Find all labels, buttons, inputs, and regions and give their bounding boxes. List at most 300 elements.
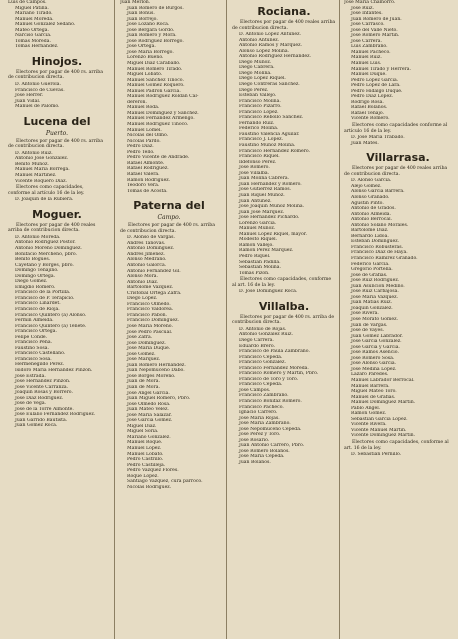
elector-name: Manuel Sanchez Tinoco. [127,77,184,83]
elector-name: Juan de Mora. [127,385,160,390]
elector-name: José Maria Duque. [127,346,171,352]
elector-name: Cristóbal Ortega Zafra. [127,290,182,296]
elector-name: Francisco Ortega. [15,329,57,335]
elector-name: Juan Antunez. [239,198,272,204]
elector-name: José Ramos Asencio. [351,350,399,356]
elector-name: José Perez y Toro. [239,432,281,438]
elector-category: Electores por pagar de 400 reales arriba de contribucion directa. [232,20,336,31]
elector-name: D. Antonio Moreda. [15,234,61,240]
elector-name: Diego Cabrera. [239,65,275,71]
elector-name: Hermenegildo Perez. [15,362,65,368]
elector-name: Faustino Valencia Aguilar. [239,131,300,137]
elector-name: Lorenzo Garcia. [239,220,277,226]
elector-name: Francisco Bonifaz Romero. [239,399,302,404]
town-subheading: Campo. [157,214,181,222]
elector-name: Juan Matias Ruiz. [351,300,393,306]
elector-name: Rafael Almonte. [127,160,165,166]
elector-name: Isidoro Maria Hernandez Pinzon. [15,367,93,373]
elector-name: Ramon Perez Marquez. [239,248,294,254]
elector-name: José Zafra. [127,335,153,341]
elector-name: Francisco Sosa. [15,356,52,362]
elector-name: Tomas Hernandez. [15,44,59,50]
elector-name: Manuel de Palomo. [15,104,60,110]
elector-name: José Maria Cepeda. [239,454,285,460]
elector-name: José Nepomuceno Cepeda. [239,426,302,432]
elector-name: Juan de Vargas. [351,322,388,328]
elector-name: Manuel Gonzalez Sedaño. [15,22,76,28]
elector-name: Francisco Molina. [239,98,281,104]
elector-name: Vicente Roquero Diaz. [15,178,68,184]
elector-name: Faustino Sosa. [15,345,49,351]
elector-name: Juan Romero Hernandez. [127,362,186,368]
elector-name: Pedro Vicente de Andrade. [127,155,190,161]
elector-name: José Angel Garcia. [127,390,170,396]
elector-name: Rafael Rodriguez. [127,166,169,172]
elector-name: Diego Lopez. [127,296,158,302]
elector-name: Juan José Marquez. [239,209,285,215]
elector-name: Miguel Diaz. [127,423,157,429]
elector-name: D. Antonio de Rojas. [239,326,287,332]
elector-name: Diego Molina. [239,70,272,76]
elector-name: Benito Muñoz. [15,161,49,167]
elector-name: Juan Borrejo. [127,16,158,22]
elector-name: Francisco Peña. [15,340,53,346]
elector-name: Vicente Manuel Martin. [351,427,407,433]
elector-name: José Gomez. [127,351,156,357]
elector-name: Francisco Robusteras. [351,244,404,250]
elector-name: D. Alonso de Vargas. [127,235,175,241]
elector-name: Francisco Pacheco. [239,404,284,410]
column-rule [339,0,340,639]
elector-name: José Ruiz Rodriguez. [351,278,400,284]
elector-name: Francisco Olmedo. [127,301,171,307]
elector-name: Tomas Moreda. [15,38,51,44]
elector-name: Pedro Diaz Lopez. [351,94,394,100]
elector-name: José Garcia Gomez. [127,418,173,424]
elector-name: Francisco Rebollo Sanchez. [239,115,304,121]
elector-name: Rodrigo Rosa. [351,99,384,105]
column-rule [114,0,115,639]
elector-name: Antonio Gonzalez Ruiz. [239,332,293,338]
elector-name: Vicente Romero. [351,116,390,122]
elector-name: José Villalba. [239,170,270,176]
elector-name: Juan Riquel Muñoz. [239,192,285,198]
elector-name: Francisco de Toro y Toro. [239,376,299,382]
elector-name: Federico Molina. [239,126,279,132]
elector-name: José de la Torre Almonte. [15,406,74,412]
elector-name: Sebastian Padilla. [239,259,281,265]
elector-name: José de Vega. [15,401,47,407]
elector-name: José Ruiz Carbajosa. [351,289,399,295]
column-1 [8,0,106,639]
elector-name: Francisco Quintero (a) Tenete. [15,323,87,329]
elector-name: José Joaquin Muñoz Molina. [239,204,305,210]
elector-name: Vicente Rivera. [351,422,387,428]
elector-name: Antonio Solano Morales. [351,222,409,228]
elector-category: Electores por pagar de 400 rs. arriba de contribucion directa. [232,314,335,326]
elector-name: Miguel Soria. [127,429,159,435]
elector-name: Pedro Vazquez Flores. [127,468,179,474]
elector-name: Juan de Mora. [127,379,160,385]
elector-name: José Carrasco. [351,22,385,28]
elector-name: Diego Lopez Riquel. [239,76,286,82]
elector-name: Roque Lopez. [127,473,159,479]
town-heading: Villarrasa. [366,151,430,165]
elector-name: D. Joaquin de la Rubiera. [15,197,74,203]
elector-name: Francisco Cepeda. [239,354,283,360]
elector-name: Francisco Quintero (a) Alonso. [15,312,87,318]
elector-name: Narciso Garcia. [15,33,52,39]
elector-name: Antonio Fernandez Gil. [127,268,181,274]
elector-name: José Maria Rojas. [239,415,280,421]
elector-name: Antonio Galorca. [127,262,167,268]
elector-name: Federico Garcia. [351,261,390,267]
elector-name: José Marquez. [127,357,161,363]
elector-name: dereron. [127,99,147,105]
elector-name: D. Sebastian Pernillo. [351,452,402,458]
elector-name: Ignacio Carrero. [239,410,278,416]
elector-name: Antonio Moreno Dominguez. [15,245,82,251]
elector-name: Francisco Linardet. [15,301,61,307]
elector-name: Miguel Patilla. [15,5,49,11]
elector-name: Juan Mateo Velez. [127,407,169,413]
elector-name: Juan Gomez Labrador. [351,333,403,339]
elector-name: Miguel Diaz Caraballo. [127,61,181,67]
elector-name: Manuel Roda. [127,105,160,111]
elector-name: Pedro Lopez Garcia. [351,77,399,83]
elector-name: Juan Antonio Carrero, Pbro. [239,443,305,449]
elector-category: Electores por pagar de 400 reales arriba de contribucion directa. [344,166,448,177]
elector-name: Antonio Dominguez. [127,246,175,252]
elector-name: José Hernandez Pinzon. [15,379,71,385]
elector-name: Fermin Almeida. [15,318,54,324]
elector-name: Manuel Lomel. [127,127,162,133]
elector-name: Antonio José Gonzalez. [15,156,69,162]
elector-name: Manuel Luis. [351,61,382,67]
elector-name: Juan Vidal. [15,98,41,104]
elector-name: Antonio Ramos y Marquez. [239,43,302,49]
elector-name: Manuel de Grafias. [351,394,396,400]
elector-name: Pedro Diaz. [127,144,154,150]
elector-name: Benito Bogues. [15,257,51,263]
elector-name: Faustino Muñoz Molina. [239,143,296,149]
elector-name: Francisco Gonzalez. [239,360,286,366]
elector-name: Diego Gomez. [15,279,48,285]
elector-name: Juan Hernandez y Romero. [239,181,302,187]
elector-name: Esteban Vallejo. [239,93,277,99]
elector-name: Domingo Tenajiño. [15,268,59,274]
elector-name: Nicolas del Olmo. [127,133,169,139]
elector-name: José Diaz Rodriguez. [15,395,64,401]
elector-name: Andres Jimenez. [127,251,165,257]
elector-name: Juan Mates. [351,140,379,146]
elector-name: Francisco Lopez. [239,109,279,115]
elector-category: Electores por pagar de 400 rs. arriba de contribucion directa. [8,69,103,81]
elector-name: José Carrera. [351,38,382,44]
elector-name: Joaquin Gonzalez. [351,305,393,311]
elector-name: Mateo Ortega. [15,27,49,33]
elector-name: Manuel Gomez Roquero. [127,83,185,89]
elector-name: Manuel Tirado y Herrera. [351,66,411,72]
elector-name: D. Antonio Guerola. [15,82,61,88]
town-heading: Paterna del [133,199,205,213]
elector-name: José Borges Moreno. [127,373,176,379]
column-3 [232,0,336,639]
elector-name: José de Grafias. [351,272,388,278]
elector-name: Manuel Lopez. [127,446,162,452]
elector-name: Alonso Medrano. [127,257,167,263]
elector-name: José Maria Vazquez. [351,294,399,300]
elector-name: Antonio de Grados. [351,206,396,212]
elector-name: Vicente Dominguez Martin. [351,433,416,439]
elector-name: Eduardo Brero. [239,343,275,349]
elector-name: Manuel Dominguez Martin. [351,400,416,406]
elector-name: Mariano Gonzalez. [127,434,171,440]
elector-name: Diego Perez. [239,87,269,93]
elector-name: Gregorio Portella. [351,267,393,273]
elector-name: Francisco Pabon. [127,312,168,318]
elector-name: Manuel Rodriguez Roldán Cal- [127,94,199,100]
elector-name: Francisco Cepeda. [239,382,283,388]
elector-name: Manuel Labrador Berrocal. [351,378,415,383]
elector-name: José Herrer. [15,93,44,99]
elector-name: Bonifacio Mercheno, pbro. [15,251,78,257]
elector-name: Luis de Campos. [8,0,47,5]
elector-name: Francisco de Paula Zambrano. [239,349,310,355]
elector-name: Alonso Mora. [127,274,158,280]
elector-name: José Hernandez Pichardo. [239,215,300,221]
elector-name: Manuel Lobato. [127,451,164,457]
elector-name: Luis Zambrano. [351,44,388,50]
elector-name: Santiago Vazquez, cura párroco. [127,479,203,485]
elector-name: Tomas de Acosta. [127,188,168,194]
elector-name: Sebastian Garcia Lopez. [351,416,408,422]
elector-name: Esteban Dominguez. [351,239,400,245]
elector-name: José Garcia Gonzalez. [351,339,402,345]
elector-name: Teodoro Vera. [127,183,160,189]
elector-name: José Gutierrez Ramos. [239,187,292,193]
elector-name: D. José Maria Trabado. [351,135,405,141]
elector-name: Francisco Hernandez Romero. [239,148,311,154]
elector-name: Manuel Roque. [127,440,163,446]
elector-name: José Romero. [239,165,270,171]
elector-name: Bartolomé Vazquez. [127,285,174,291]
elector-name: José Eulalio Fernandez Rodriguez. [15,412,96,418]
elector-name: José Ruiz. [351,5,374,11]
elector-name: Antonio Diaz. [127,279,159,285]
elector-name: D. Antonio Ruiz. [15,150,53,156]
elector-name: Manuel Moreda. [15,16,54,22]
elector-name: Juan Romero de Burgos. [127,5,184,11]
elector-name: José Rosario. [239,437,270,443]
elector-name: Francisco Dominguez. [127,318,180,324]
elector-name: Bartolomé Diaz. [351,228,389,234]
elector-name: José Bergara Gordo. [127,27,175,33]
town-heading: Rociana. [257,5,311,18]
elector-name: Manuel Rodriguez Tinoco. [127,122,189,128]
elector-name: Juan Garrido Bautista. [15,417,68,423]
elector-name: José Estrada. [15,373,46,379]
elector-name: José Lozano Roca. [127,22,170,28]
elector-name: Pedro Hidalgo Duque. [351,88,403,94]
elector-name: Miguel Lobato. [127,72,163,78]
elector-category: Electores por pagar de 400 reales arriba de contribucion directa. [8,222,96,234]
elector-name: José Rivera. [351,311,379,317]
elector-name: Francisco Diaz de Haya. [351,250,408,256]
elector-name: Diego Contreras Sanchez. [239,82,300,88]
elector-name: Pedro Castrillo. [127,457,164,463]
elector-name: Francisco Valdorea. [127,307,174,313]
elector-name: Rafael Bolaños. [351,105,388,111]
elector-name: Mariano Tirado. [15,11,53,17]
elector-name: Francisco Fernandez Moreda. [239,365,309,371]
elector-name: Manuel Fernandez Armengo. [127,116,195,122]
elector-name: Diego Carrera. [239,337,274,343]
elector-name: Felipe Conde. [15,334,48,340]
elector-name: Juan Miguel Romero, Pbro. [127,396,191,402]
elector-name: José Infantes. [351,11,383,17]
elector-category: Electores como capacidades, conforme al art. 16 de la ley. [344,440,449,451]
elector-name: Manuel Ruiz. [351,55,382,61]
elector-name: Tomas Pizon. [239,270,270,276]
elector-name: Pedro Castilleja. [127,462,166,468]
elector-name: José Maria Zambrano. [239,421,291,427]
elector-category: Electores por pagar de 400 rs. arriba de contribucion directa. [8,138,103,150]
elector-name: Antonio Antunez. [239,37,280,43]
town-heading: Villalba. [258,299,310,313]
elector-name: Juan Nepomuceno Dabo. [127,368,185,374]
elector-name: Sebastian Molina. [239,265,281,271]
elector-name: Antonio Almeida. [351,211,392,217]
elector-name: Diego Muñoz. [239,59,272,65]
elector-name: Francisco Zambrano. [239,393,289,399]
elector-name: Francisco Ramirez Granado. [351,255,418,261]
elector-name: Domingo Ortega. [15,273,56,279]
elector-name: D. José Dominguez Roca. [239,289,298,295]
elector-name: José Maria Moreno. [127,323,173,329]
elector-name: Manuel Duque. [351,72,387,78]
elector-name: Manuel Maria Borrega. [15,167,70,173]
elector-name: Manuel Dominguez y Sanchez. [127,110,199,116]
elector-name: Manuel Pacheco. [351,49,391,55]
elector-name: Pedro Tello. [127,149,155,155]
elector-name: Francisco Riquel. [239,154,280,160]
elector-name: Juan Romero de Juan. [351,16,402,22]
elector-name: Juan Gomez Roca. [15,423,58,429]
elector-name: José Olmedo Rosa. [127,401,171,407]
elector-name: José Dominguez. [127,340,166,346]
elector-name: Miguel Mateo Toro. [351,389,397,395]
elector-name: Manuel Barrera. [351,383,390,389]
elector-name: José Maria Borrego. [127,49,174,55]
elector-name: Ramon Gomez. [351,411,387,417]
elector-name: Francisco J. Lopez. [239,137,284,143]
town-subheading: Puerto. [45,129,69,137]
elector-name: José Maria Chamorro. [344,0,396,5]
elector-name: Juan Bolaños. [239,460,271,466]
elector-category: Electores como capacidades conforme al artículo 16 de la ley. [344,123,448,134]
town-heading: Hinojos. [31,54,83,68]
elector-name: Rafael Valera. [127,171,160,177]
elector-name: Fernando Ruiz. [239,120,275,126]
elector-name: Agustin Pinto. [351,200,384,206]
elector-name: Alonso Garcia Barrera. [351,189,405,195]
town-heading: Lucena del [23,114,91,128]
elector-name: José de Vayes. [351,328,385,334]
elector-name: Bernardo Lidoa. [351,233,389,239]
elector-name: José Romero Sosa. [351,355,395,361]
elector-name: Manuel Lopez Riquel, mayor. [239,231,307,237]
elector-name: José Romero Martin. [351,33,400,39]
elector-name: Cayetano y Borges, pbro. [15,262,74,268]
town-heading: Moguer. [32,207,82,221]
elector-name: Pedro Riquel. [239,253,271,259]
elector-name: José Garcia y Garcia. [351,344,400,350]
elector-name: José Medina Lopez. [351,366,397,372]
elector-name: Juan Bonus. [127,11,155,17]
elector-name: Lázaro Paredes. [351,372,389,378]
elector-name: Alejo Gomez. [351,183,382,189]
elector-name: Antonio Rodriguez Postor. [15,240,76,246]
elector-name: Lorenzo Bueno. [127,55,164,61]
elector-name: Francisco Romero y Martin, Pbro. [239,371,319,377]
elector-name: José del Valle Nieto. [351,27,398,33]
column-4 [344,0,452,639]
elector-name: Juan Romero y Mora. [127,33,177,39]
elector-name: D. Alonso Garcia. [351,178,392,184]
elector-name: Juan Merlon. [120,0,151,5]
elector-category: Electores por pagar de 400 rs. arriba de contribucion directa. [120,223,215,234]
elector-name: Modesto Riquel. [239,237,278,243]
elector-name: José Campos. [239,387,271,393]
elector-name: Manuel Martinez. [15,173,57,179]
elector-name: Francisco Castellano. [15,351,66,357]
elector-category: Electores como capacidades, conforme al art. 16 de la ley. [232,277,332,288]
elector-name: Nicolás Pardo. [127,138,161,144]
elector-name: Antonio Berrocal. [351,217,393,223]
elector-name: Rafael Tenajo. [351,110,385,116]
elector-name: José Ortega. [127,44,156,50]
elector-name: Ildefonso Perez. [239,159,277,165]
elector-name: Manuel Romero Tirado. [127,66,183,72]
elector-name: D. Antonio Lopez Antunez. [239,32,301,38]
elector-name: Joaquin Rosas y Borrero. [15,390,73,396]
elector-name: Antonio Rodriguez Hernandez. [239,54,311,60]
elector-name: Pablo Angel. [351,405,381,411]
elector-name: José Maria Salazar. [127,412,172,418]
elector-name: José Morato Gomez. [351,316,399,322]
elector-category: Electores como capacidades, conforme al artículo 16 de la ley. [8,185,85,196]
elector-name: José Rodriguez Borrego. [127,38,184,44]
elector-name: José Romero Bolaños. [239,448,290,454]
elector-name: Andres Tanovas. [127,240,166,246]
elector-name: Juan Asuncion Medino. [351,283,405,289]
elector-name: Alonso Granado. [351,194,390,200]
elector-name: José Vicente Carranza. [15,384,69,390]
elector-name: Francisco de la Portilla. [15,290,71,296]
elector-name: José Pedro Pascual. [127,329,173,335]
elector-name: Manuel Padron Garcia. [127,88,181,94]
elector-name: Francisco de P. Terapicio. [15,295,75,301]
elector-name: Alonso Lopez Molina. [239,48,290,54]
elector-name: José Alonso Garcia. [351,361,397,367]
elector-name: Francisco Pizarro. [239,104,282,110]
elector-name: Francisco de Cuevas. [15,87,65,93]
elector-name: Ramon Vallejo. [239,242,274,248]
elector-name: Francisco de Rioja. [15,306,60,312]
elector-name: Nicolas Rodriguez. [127,484,172,490]
elector-name: Emigdio Romero. [15,284,56,290]
